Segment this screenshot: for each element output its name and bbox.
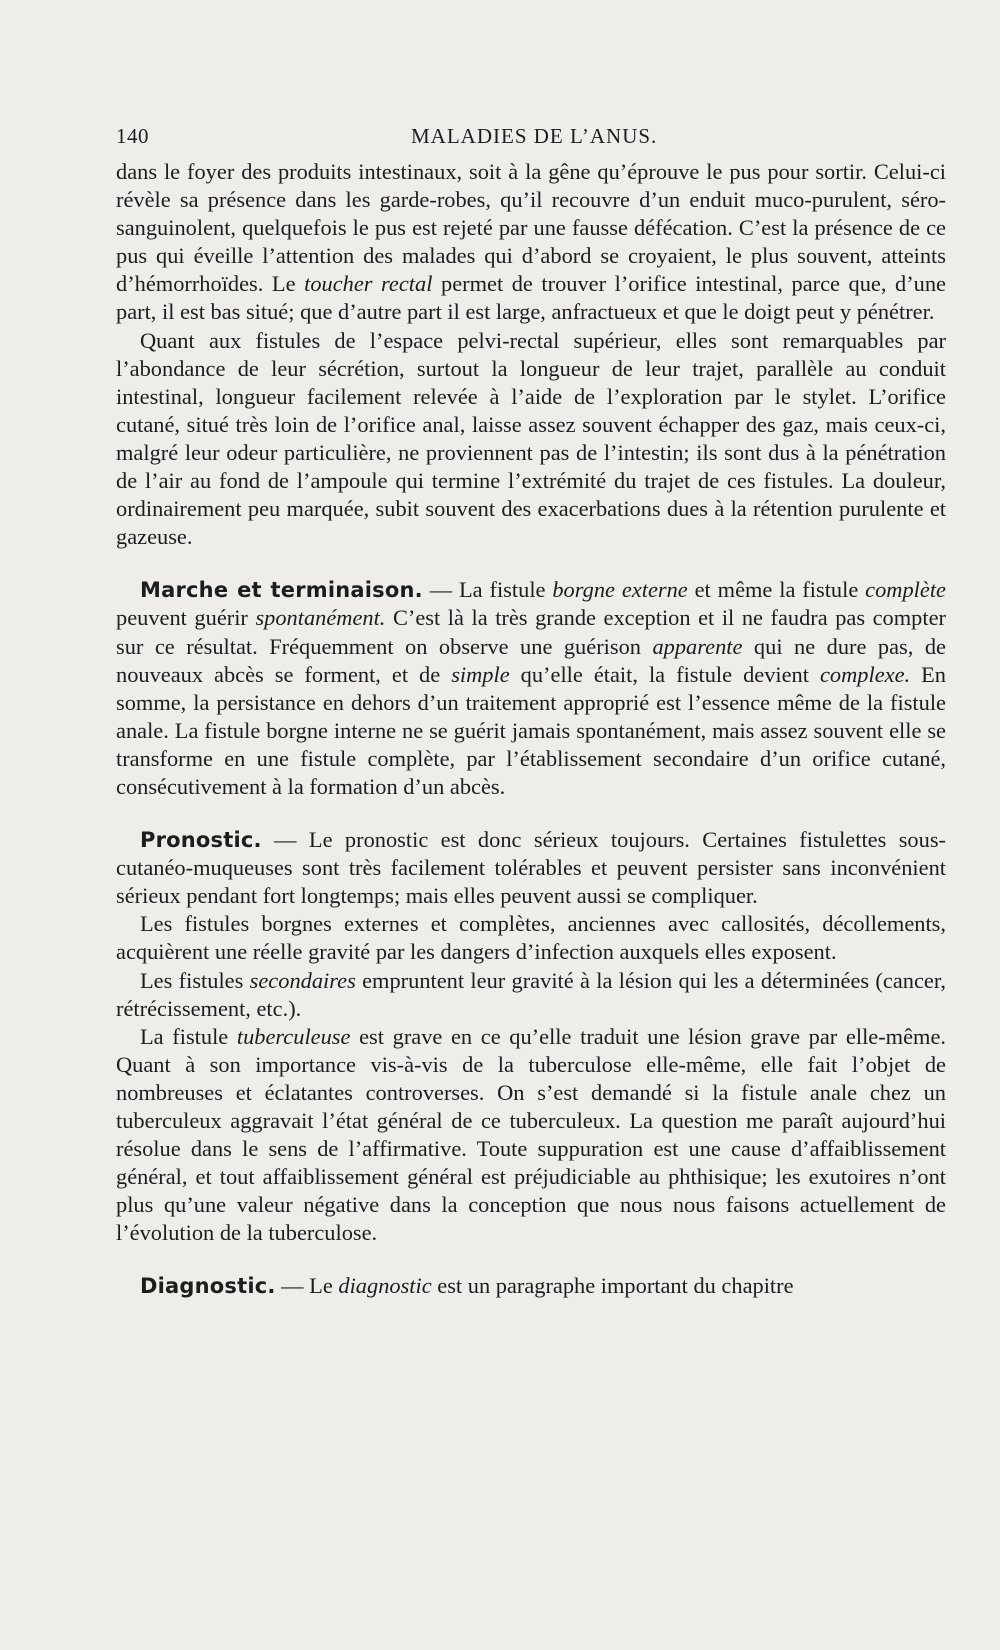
section-heading-pronostic: Pronostic.	[140, 828, 262, 853]
section-diagnostic: Diagnostic. — Le diagnostic est un paragraphe important du chapitre	[140, 1273, 794, 1299]
section-pronostic: Pronostic. — Le pronostic est donc sérieux toujours. Certaines fistulettes sous-cutanéo-muqueuses sont très facilement tolérables et peuvent persister sans inconvénient sérieux pendant fort longtemps; mais elles peuvent aussi se compliquer.	[116, 827, 946, 909]
running-header	[116, 124, 946, 152]
paragraph-fistule-tuberculeuse: La fistule tuberculeuse est grave en ce qu’elle traduit une lésion grave par elle-même. Quant à son importance vis-à-vis de la tuberculose elle-même, elle fait l’objet de nombreuses et éclatantes controverses. On s’est demandé si la fistule anale chez un tuberculeux aggravait l’état général de ce tuberculeux. La question me paraît aujourd’hui résolue dans le sens de l’affirmative. Toute suppuration est une cause d’affaiblissement général, et tout affaiblissement général est préjudiciable au phthisique; les exutoires n’ont plus qu’une valeur négative dans la conception que nous nous faisons actuellement de l’évolution de la tuberculose.	[116, 1023, 946, 1246]
section-heading-marche: Marche et terminaison.	[140, 578, 423, 603]
running-title: MALADIES DE L’ANUS.	[411, 124, 658, 148]
section-heading-diagnostic: Diagnostic.	[140, 1274, 276, 1299]
paragraph-pelvi-rectal: Quant aux fistules de l’espace pelvi-rectal supérieur, elles sont remarquables par l’abondance de leur sécrétion, surtout la longueur de leur trajet, parallèle au conduit intestinal, longueur facilement relevée à l’aide de l’exploration par le stylet. L’orifice cutané, situé très loin de l’orifice anal, laisse assez souvent échapper des gaz, mais ceux-ci, malgré leur odeur particulière, ne proviennent pas de l’intestin; ils sont dus à la pénétration de l’air au fond de l’ampoule qui termine l’extrémité du trajet de ces fistules. La douleur, ordinairement peu marquée, subit souvent des exacerbations dues à la rétention purulente et gazeuse.	[116, 327, 946, 550]
paragraph-fistules-borgnes: Les fistules borgnes externes et complètes, anciennes avec callosités, décollements, acquièrent une réelle gravité par les dangers d’infection auxquels elles exposent.	[116, 911, 946, 965]
body-text	[116, 158, 946, 1301]
page-number: 140	[116, 124, 149, 148]
section-marche-terminaison: Marche et terminaison. — La fistule borgne externe et même la fistule complète peuvent guérir spontanément. C’est là la très grande exception et il ne faudra pas compter sur ce résultat. Fréquemment on observe une guérison apparente qui ne dure pas, de nouveaux abcès se forment, et de simple qu’elle était, la fistule devient complexe. En somme, la persistance en dehors d’un traitement approprié est l’essence même de la fistule anale. La fistule borgne interne ne se guérit jamais spontanément, mais assez souvent elle se transforme en une fistule complète, par l’établissement secondaire d’un orifice cutané, consécutivement à la formation d’un abcès.	[116, 577, 946, 799]
paragraph-continuation: dans le foyer des produits intestinaux, soit à la gêne qu’éprouve le pus pour sortir. Celui-ci révèle sa présence dans les garde-robes, qu’il recouvre d’un enduit muco-purulent, séro-sanguinolent, quelquefois le pus est rejeté par une fausse défécation. C’est la présence de ce pus qui éveille l’attention des malades qui d’abord se croyaient, le plus souvent, atteints d’hémorrhoïdes. Le toucher rectal permet de trouver l’orifice intestinal, parce que, d’une part, il est bas situé; que d’autre part il est large, anfractueux et que le doigt peut y pénétrer.	[116, 159, 946, 325]
paragraph-fistules-secondaires: Les fistules secondaires empruntent leur gravité à la lésion qui les a déterminées (cancer, rétrécissement, etc.).	[116, 967, 946, 1021]
